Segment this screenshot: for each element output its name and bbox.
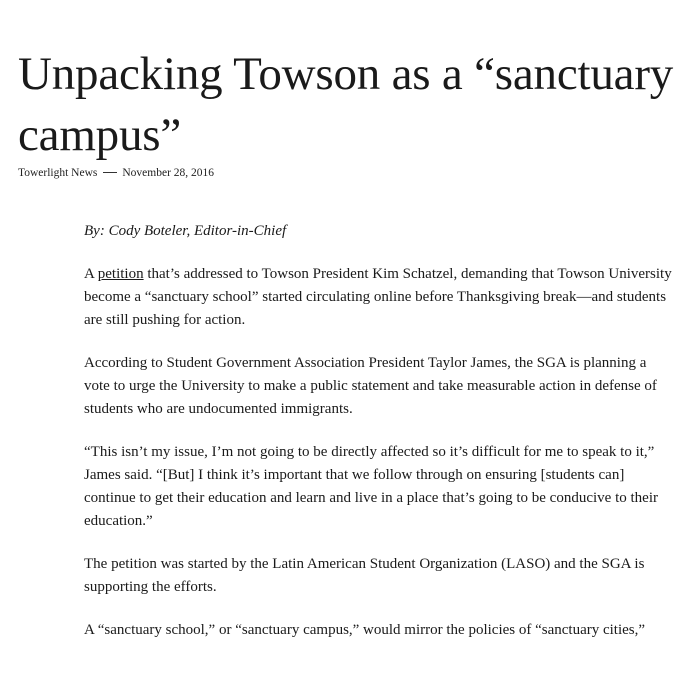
petition-link[interactable]: petition [97,266,144,282]
byline: By: Cody Boteler, Editor-in-Chief [84,223,287,239]
publish-date: November 28, 2016 [122,167,215,179]
meta-separator [103,172,117,173]
paragraph-4: The petition was started by the Latin American Student Organization (LASO) and the SGA is supporting the efforts. [84,556,645,595]
paragraph-1-lead: A [84,266,98,282]
paragraph-5: A “sanctuary school,” or “sanctuary campus,” would mirror the policies of “sanctuary cities,” [84,622,646,638]
paragraph-1-text: that’s addressed to Towson President Kim Schatzel, demanding that Towson University become a “sanctuary school” started circulating online before Thanksgiving break—and students are still pushing for action. [84,266,672,328]
article-body [84,220,674,662]
paragraph-1 [84,263,674,332]
paragraph-3: “This isn’t my issue, I’m not going to be directly affected so it’s difficult for me to speak to it,” James said. “[But] I think it’s important that we follow through on ensuring [students can] continue to get their education and learn and live in a place that’s going to be conducive to their education.” [84,444,658,529]
source-label: Towerlight News [18,167,98,179]
article-meta [18,166,214,180]
paragraph-2: According to Student Government Association President Taylor James, the SGA is planning a vote to urge the University to make a public statement and take measurable action in defense of students who are undocumented immigrants. [84,355,657,417]
page-title: Unpacking Towson as a “sanctuary campus” [18,48,674,161]
